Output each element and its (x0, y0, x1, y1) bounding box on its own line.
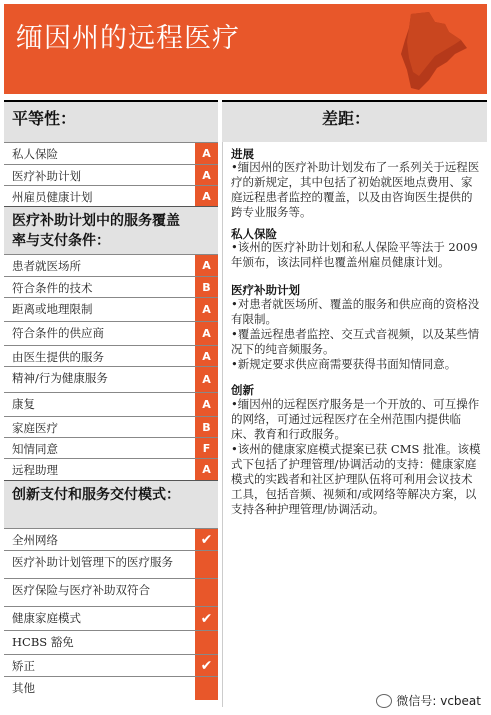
empty-cell (194, 579, 218, 606)
parity-header-label: 平等性： (12, 109, 77, 128)
table-row (4, 321, 218, 345)
grade-cell: A (194, 367, 218, 392)
table-row (4, 297, 218, 321)
grade-cell: A (194, 255, 218, 276)
row-label: HCBS 豁免 (12, 635, 74, 649)
row-label: 由医生提供的服务 (12, 350, 104, 364)
row-label: 符合条件的供应商 (12, 326, 104, 340)
row-label: 符合条件的技术 (12, 281, 93, 295)
title-banner (4, 4, 487, 94)
table-row (4, 185, 218, 206)
table-row (4, 164, 218, 185)
checkmark-icon: ✔ (194, 529, 218, 550)
row-label: 康复 (12, 397, 35, 411)
row-label: 患者就医场所 (12, 259, 81, 273)
table-row (4, 392, 218, 416)
section-label: 创新支付和服务交付模式： (12, 487, 180, 503)
row-label: 医疗补助计划 (12, 169, 81, 183)
table-row (4, 458, 218, 480)
grade-cell: F (194, 438, 218, 458)
row-label: 州雇员健康计划 (12, 190, 93, 204)
table-row (4, 528, 218, 550)
table-row (4, 630, 218, 654)
coverage-section-header (4, 206, 218, 254)
table-row (4, 254, 218, 276)
gap-heading: 医疗补助计划 (231, 283, 300, 297)
page-title: 缅因州的远程医疗 (16, 23, 240, 54)
empty-cell (194, 677, 218, 700)
gap-body: •该州的医疗补助计划和私人保险平等法于 2009 年颁布，该法同样也覆盖州雇员健康计划。 (231, 240, 478, 269)
table-row (4, 437, 218, 458)
table-row (4, 606, 218, 630)
table-row (4, 676, 218, 700)
table-row (4, 654, 218, 676)
grade-cell: A (194, 298, 218, 321)
table-row (4, 345, 218, 366)
row-label: 全州网络 (12, 533, 58, 547)
gaps-header-label: 差距： (322, 109, 371, 128)
grade-cell: A (194, 186, 218, 206)
row-label: 医疗补助计划管理下的医疗服务 (12, 555, 173, 569)
row-label: 矫正 (12, 659, 35, 673)
table-row (4, 142, 218, 164)
table-row (4, 276, 218, 297)
section-label: 医疗补助计划中的服务覆盖率与支付条件： (12, 213, 180, 249)
grade-cell: A (194, 346, 218, 366)
row-label: 精神/行为健康服务 (12, 371, 108, 385)
grade-cell: A (194, 393, 218, 416)
row-label: 远程助理 (12, 463, 58, 477)
row-label: 其他 (12, 681, 35, 695)
gap-heading: 私人保险 (231, 227, 277, 241)
table-row (4, 416, 218, 437)
innovation-section-header (4, 480, 218, 528)
grade-cell: B (194, 417, 218, 437)
table-row (4, 366, 218, 392)
gaps-panel (222, 142, 487, 707)
row-label: 健康家庭模式 (12, 611, 81, 625)
gap-body: •缅因州的远程医疗服务是一个开放的、可互操作的网络，可通过远程医疗在全州范围内提供临床、教育和行政服务。 •该州的健康家庭模式提案已获 CMS 批准。该模式下包括了护理管理/协调活动的支持：健康家庭模式的实践者和社区护理队伍将可利用会议技术工具，包括音频、视频和/或网络等解决方案，以支持各种护理管理/协调活动。 (231, 397, 481, 516)
empty-cell (194, 631, 218, 654)
gap-heading: 创新 (231, 383, 254, 397)
table-row (4, 578, 218, 606)
checkmark-icon: ✔ (194, 655, 218, 676)
grade-cell: A (194, 143, 218, 164)
gap-body: •缅因州的医疗补助计划发布了一系列关于远程医疗的新规定，其中包括了初始就医地点费用、家庭远程患者监控的覆盖，以及由咨询医生提供的跨专业服务等。 (231, 160, 480, 219)
row-label: 知情同意 (12, 442, 58, 456)
grade-cell: A (194, 165, 218, 185)
maine-map-icon (389, 10, 469, 94)
checkmark-icon: ✔ (194, 607, 218, 630)
table-row (4, 550, 218, 578)
row-label: 距离或地理限制 (12, 302, 93, 316)
row-label: 医疗保险与医疗补助双符合 (12, 583, 150, 597)
row-label: 私人保险 (12, 147, 58, 161)
wechat-icon (376, 694, 392, 708)
gaps-header (222, 100, 487, 142)
parity-header (4, 100, 218, 142)
gap-heading: 进展 (231, 147, 254, 161)
watermark-text: 微信号: vcbeat (396, 694, 481, 708)
row-label: 家庭医疗 (12, 421, 58, 435)
grade-cell: A (194, 322, 218, 345)
wechat-watermark (376, 692, 481, 709)
grade-cell: B (194, 277, 218, 297)
grade-cell: A (194, 459, 218, 480)
gap-body: •对患者就医场所、覆盖的服务和供应商的资格没有限制。 •覆盖远程患者监控、交互式音视频，以及某些情况下的纯音频服务。 •新规定要求供应商需要获得书面知情同意。 (231, 297, 480, 371)
empty-cell (194, 551, 218, 578)
